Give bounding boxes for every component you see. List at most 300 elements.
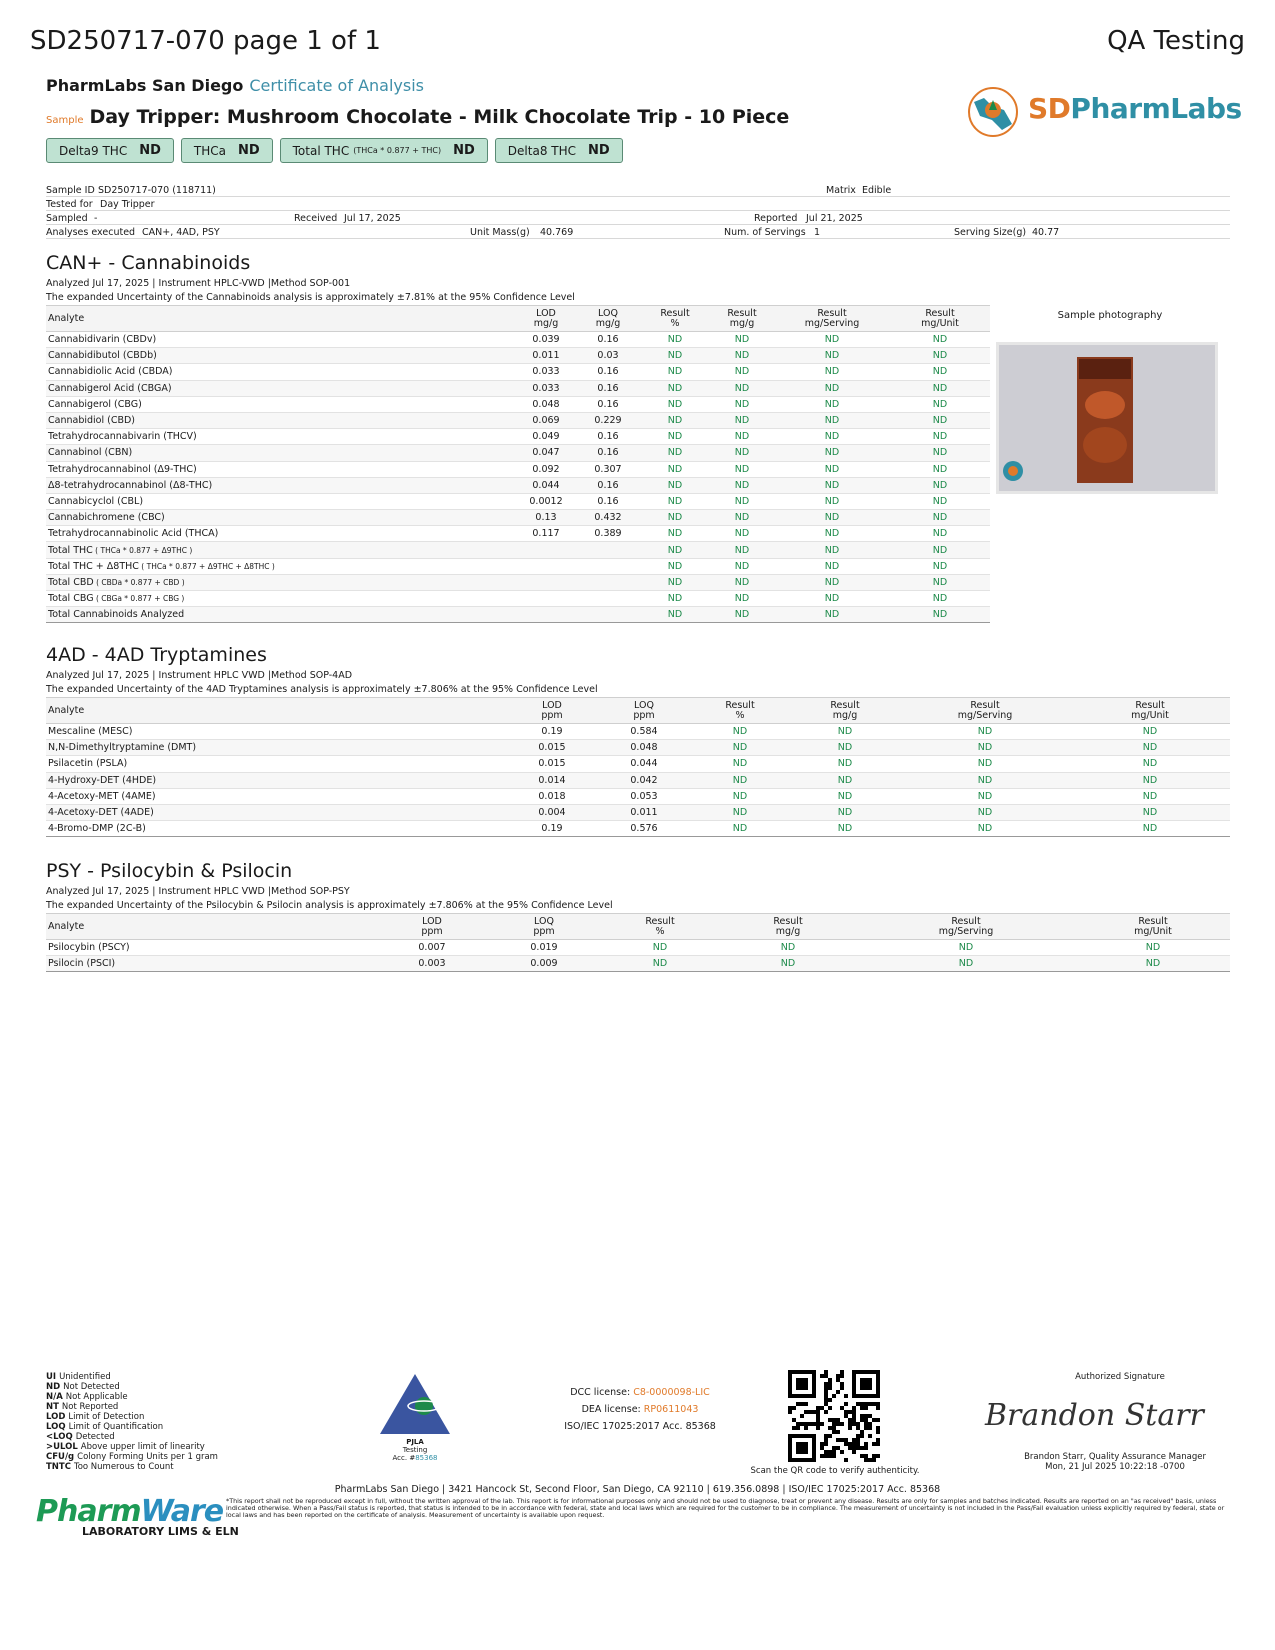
legend-item: LOD Limit of Detection	[46, 1412, 145, 1422]
lab-name: PharmLabs San Diego	[46, 76, 244, 95]
result-pct: ND	[640, 429, 710, 445]
result-unit: ND	[890, 477, 990, 493]
lod-value: 0.047	[516, 445, 576, 461]
table-row	[46, 396, 990, 412]
col-loq: LOQ ppm	[488, 914, 600, 940]
dcc-license: DCC license: C8-0000098-LIC	[570, 1387, 710, 1398]
meta-row	[46, 225, 1230, 239]
result-pct: ND	[690, 772, 790, 788]
result-serving: ND	[774, 445, 890, 461]
loq-value: 0.048	[598, 740, 690, 756]
table-row	[46, 445, 990, 461]
analyte-name: Total CBG ( CBGa * 0.877 + CBG )	[46, 591, 516, 607]
analyte-name: Total Cannabinoids Analyzed	[46, 607, 516, 623]
chocolate-package-image	[999, 345, 1215, 491]
loq-value: 0.432	[576, 510, 640, 526]
loq-value: 0.053	[598, 788, 690, 804]
lod-value: 0.004	[506, 804, 598, 820]
meta-label: Unit Mass(g)	[470, 227, 530, 238]
result-serving: ND	[774, 348, 890, 364]
result-unit: ND	[1076, 956, 1230, 972]
lod-value: 0.19	[506, 821, 598, 837]
license-block	[540, 1384, 740, 1435]
loq-value	[576, 591, 640, 607]
result-serving: ND	[856, 940, 1076, 956]
table-row	[46, 364, 990, 380]
result-pct: ND	[640, 607, 710, 623]
psy-uncertainty: The expanded Uncertainty of the Psilocybin & Psilocin analysis is approximately ±7.806% at the 95% Confidence Level	[46, 900, 613, 911]
iso-accreditation: ISO/IEC 17025:2017 Acc. 85368	[564, 1421, 716, 1432]
loq-value: 0.16	[576, 364, 640, 380]
result-mgg: ND	[710, 591, 774, 607]
result-pct: ND	[600, 940, 720, 956]
col-analyte: Analyte	[46, 698, 506, 724]
result-unit: ND	[890, 429, 990, 445]
meta-value: Jul 17, 2025	[344, 213, 401, 224]
result-mgg: ND	[790, 821, 900, 837]
result-pct: ND	[690, 756, 790, 772]
table-row	[46, 542, 990, 558]
meta-value: SD250717-070 (118711)	[98, 185, 216, 196]
result-serving: ND	[774, 364, 890, 380]
qr-caption: Scan the QR code to verify authenticity.	[750, 1466, 920, 1476]
logo-sd: SD	[1028, 92, 1071, 125]
result-pct: ND	[690, 724, 790, 740]
psilocybin-table	[46, 913, 1230, 972]
result-mgg: ND	[710, 380, 774, 396]
analyte-name: Δ8-tetrahydrocannabinol (Δ8-THC)	[46, 477, 516, 493]
can-uncertainty: The expanded Uncertainty of the Cannabinoids analysis is approximately ±7.81% at the 95% Confidence Level	[46, 292, 575, 303]
table-row	[46, 412, 990, 428]
col-result-mgg: Result mg/g	[720, 914, 856, 940]
badge-note: (THCa * 0.877 + THC)	[353, 146, 442, 155]
analyte-name: Cannabigerol (CBG)	[46, 396, 516, 412]
page-header-title: QA Testing	[1107, 26, 1245, 56]
result-pct: ND	[640, 493, 710, 509]
signature-image: Brandon Starr	[985, 1398, 1204, 1433]
meta-value: Edible	[862, 185, 892, 196]
table-row	[46, 461, 990, 477]
col-lod: LOD ppm	[506, 698, 598, 724]
meta-label: Matrix	[826, 185, 856, 196]
result-serving: ND	[774, 396, 890, 412]
analyte-name: Tetrahydrocannabinol (Δ9-THC)	[46, 461, 516, 477]
col-analyte: Analyte	[46, 306, 516, 332]
result-serving: ND	[900, 756, 1070, 772]
result-mgg: ND	[710, 412, 774, 428]
meta-row	[46, 183, 1230, 197]
col-result-mgg: Result mg/g	[790, 698, 900, 724]
table-row	[46, 804, 1230, 820]
meta-value: -	[94, 213, 98, 224]
analyte-name: Cannabigerol Acid (CBGA)	[46, 380, 516, 396]
result-mgg: ND	[710, 542, 774, 558]
doc-type: Certificate of Analysis	[249, 76, 424, 95]
disclaimer: *This report shall not be reproduced except in full, without the written approval of the lab. This report is for informational purposes only and should not be used to diagnose, treat or prevent any disease. Results are only for samples and batches indicated. Results are reported on an "as received" basis, unless indicated otherwise. When a Pass/Fail status is reported, that status is intended to be in accordance with federal, state and local laws which are required for the customer to be in compliance. The measurement of uncertainty is not included in the Pass/Fail evaluation unless explicitly required by federal, state or local laws and has been reported on the certificate of analysis. Measurement of uncertainty is available upon request.	[226, 1497, 1225, 1519]
legend-item: UI Unidentified	[46, 1372, 111, 1382]
result-unit: ND	[890, 380, 990, 396]
result-serving: ND	[774, 542, 890, 558]
lod-value	[516, 607, 576, 623]
result-unit: ND	[890, 510, 990, 526]
meta-value: 1	[814, 227, 821, 238]
table-row	[46, 348, 990, 364]
loq-value	[576, 542, 640, 558]
meta-label: Tested for	[46, 199, 93, 210]
result-mgg: ND	[710, 461, 774, 477]
sample-name: Day Tripper: Mushroom Chocolate - Milk Chocolate Trip - 10 Piece	[89, 106, 790, 128]
tryp-uncertainty: The expanded Uncertainty of the 4AD Tryptamines analysis is approximately ±7.806% at the 95% Confidence Level	[46, 684, 598, 695]
result-unit: ND	[890, 332, 990, 348]
loq-value: 0.019	[488, 940, 600, 956]
loq-value: 0.229	[576, 412, 640, 428]
cannabinoid-table	[46, 305, 990, 623]
result-unit: ND	[890, 526, 990, 542]
result-mgg: ND	[710, 477, 774, 493]
meta-label: Received	[294, 213, 338, 224]
loq-value: 0.389	[576, 526, 640, 542]
result-mgg: ND	[790, 804, 900, 820]
result-unit: ND	[890, 542, 990, 558]
psy-analyzed: Analyzed Jul 17, 2025 | Instrument HPLC VWD |Method SOP-PSY	[46, 886, 350, 897]
result-serving: ND	[900, 804, 1070, 820]
result-unit: ND	[1070, 821, 1230, 837]
badge-label: Delta8 THC	[507, 143, 576, 158]
result-unit: ND	[1070, 724, 1230, 740]
result-mgg: ND	[790, 772, 900, 788]
loq-value: 0.16	[576, 493, 640, 509]
lab-address: PharmLabs San Diego | 3421 Hancock St, Second Floor, San Diego, CA 92110 | 619.356.0898 | ISO/IEC 17025:2017 Acc. 85368	[334, 1484, 941, 1495]
meta-value: CAN+, 4AD, PSY	[142, 227, 220, 238]
result-mgg: ND	[720, 956, 856, 972]
lod-value: 0.014	[506, 772, 598, 788]
result-serving: ND	[774, 412, 890, 428]
logo-pharmlabs: PharmLabs	[1070, 92, 1242, 125]
lod-value: 0.117	[516, 526, 576, 542]
analyte-name: Total THC ( THCa * 0.877 + Δ9THC )	[46, 542, 516, 558]
result-pct: ND	[640, 558, 710, 574]
loq-value: 0.03	[576, 348, 640, 364]
pjla-badge	[378, 1372, 452, 1462]
badge-value: ND	[139, 143, 161, 158]
lod-value: 0.092	[516, 461, 576, 477]
sample-tag: Sample	[46, 115, 84, 126]
loq-value: 0.009	[488, 956, 600, 972]
table-header	[46, 914, 1230, 940]
result-pct: ND	[640, 526, 710, 542]
result-unit: ND	[890, 607, 990, 623]
lod-value: 0.048	[516, 396, 576, 412]
sample-meta	[46, 183, 1230, 239]
logo-text	[1028, 92, 1242, 125]
lod-value: 0.033	[516, 364, 576, 380]
loq-value	[576, 558, 640, 574]
pharmware-sub: LABORATORY LIMS & ELN	[82, 1525, 239, 1538]
loq-value: 0.576	[598, 821, 690, 837]
lod-value: 0.044	[516, 477, 576, 493]
lod-value	[516, 591, 576, 607]
legend-item: NT Not Reported	[46, 1402, 119, 1412]
badge-thca	[181, 138, 273, 163]
analyte-name: Psilocybin (PSCY)	[46, 940, 376, 956]
table-header	[46, 698, 1230, 724]
table-row	[46, 332, 990, 348]
analyte-name: Psilacetin (PSLA)	[46, 756, 506, 772]
analyte-name: 4-Hydroxy-DET (4HDE)	[46, 772, 506, 788]
analyte-name: Tetrahydrocannabinolic Acid (THCA)	[46, 526, 516, 542]
loq-value: 0.584	[598, 724, 690, 740]
col-result-pct: Result %	[600, 914, 720, 940]
result-serving: ND	[774, 429, 890, 445]
result-mgg: ND	[710, 396, 774, 412]
result-serving: ND	[774, 558, 890, 574]
analyte-name: 4-Acetoxy-MET (4AME)	[46, 788, 506, 804]
result-serving: ND	[774, 380, 890, 396]
result-serving: ND	[774, 477, 890, 493]
pjla-name: PJLA	[406, 1438, 424, 1446]
pharmware-wordmark: PharmWare	[36, 1494, 224, 1529]
pjla-acc: Acc. #85368	[392, 1454, 438, 1462]
sample-line	[46, 106, 789, 128]
analyte-name: 4-Bromo-DMP (2C-B)	[46, 821, 506, 837]
lod-value	[516, 574, 576, 590]
loq-value: 0.16	[576, 396, 640, 412]
legend-item: ND Not Detected	[46, 1382, 120, 1392]
meta-label: Num. of Servings	[724, 227, 806, 238]
meta-label: Serving Size(g)	[954, 227, 1027, 238]
table-header	[46, 306, 990, 332]
result-mgg: ND	[710, 332, 774, 348]
lod-value: 0.011	[516, 348, 576, 364]
col-result-serving: Result mg/Serving	[856, 914, 1076, 940]
tryptamine-table	[46, 697, 1230, 837]
badge-value: ND	[588, 143, 610, 158]
lod-value: 0.039	[516, 332, 576, 348]
col-result-serving: Result mg/Serving	[900, 698, 1070, 724]
result-unit: ND	[1070, 772, 1230, 788]
analyte-name: Cannabinol (CBN)	[46, 445, 516, 461]
loq-value: 0.307	[576, 461, 640, 477]
result-unit: ND	[890, 493, 990, 509]
result-pct: ND	[640, 396, 710, 412]
result-pct: ND	[600, 956, 720, 972]
lod-value: 0.19	[506, 724, 598, 740]
table-row	[46, 772, 1230, 788]
table-row	[46, 756, 1230, 772]
result-serving: ND	[774, 526, 890, 542]
col-analyte: Analyte	[46, 914, 376, 940]
result-mgg: ND	[710, 429, 774, 445]
analyte-name: Cannabidivarin (CBDv)	[46, 332, 516, 348]
result-unit: ND	[890, 558, 990, 574]
analyte-name: Psilocin (PSCI)	[46, 956, 376, 972]
lod-value: 0.015	[506, 756, 598, 772]
result-pct: ND	[690, 788, 790, 804]
can-analyzed: Analyzed Jul 17, 2025 | Instrument HPLC-VWD |Method SOP-001	[46, 278, 351, 289]
meta-value: 40.769	[540, 227, 574, 238]
table-row	[46, 493, 990, 509]
lod-value: 0.003	[376, 956, 488, 972]
badge-delta8	[495, 138, 623, 163]
analyte-name: Cannabicyclol (CBL)	[46, 493, 516, 509]
result-mgg: ND	[790, 756, 900, 772]
result-pct: ND	[640, 380, 710, 396]
result-mgg: ND	[710, 574, 774, 590]
result-serving: ND	[900, 788, 1070, 804]
signer-name: Brandon Starr, Quality Assurance Manager	[1024, 1452, 1206, 1462]
loq-value: 0.044	[598, 756, 690, 772]
loq-value	[576, 607, 640, 623]
analyte-name: N,N-Dimethyltryptamine (DMT)	[46, 740, 506, 756]
result-pct: ND	[640, 461, 710, 477]
sample-photo	[996, 342, 1218, 494]
meta-row	[46, 211, 1230, 225]
summary-badges	[46, 138, 623, 163]
tryp-title: 4AD - 4AD Tryptamines	[46, 644, 267, 666]
badge-total-thc	[280, 138, 488, 163]
tryp-analyzed: Analyzed Jul 17, 2025 | Instrument HPLC VWD |Method SOP-4AD	[46, 670, 353, 681]
result-pct: ND	[690, 821, 790, 837]
lod-value: 0.0012	[516, 493, 576, 509]
table-row	[46, 380, 990, 396]
analyte-name: Total CBD ( CBDa * 0.877 + CBD )	[46, 574, 516, 590]
result-pct: ND	[640, 348, 710, 364]
badge-value: ND	[237, 143, 260, 158]
psy-title: PSY - Psilocybin & Psilocin	[46, 860, 293, 882]
badge-label: THCa	[193, 143, 226, 158]
badge-value: ND	[453, 143, 475, 158]
result-mgg: ND	[710, 607, 774, 623]
lod-value: 0.033	[516, 380, 576, 396]
loq-value: 0.16	[576, 477, 640, 493]
result-unit: ND	[1076, 940, 1230, 956]
col-result-unit: Result mg/Unit	[890, 306, 990, 332]
loq-value: 0.16	[576, 332, 640, 348]
col-result-unit: Result mg/Unit	[1070, 698, 1230, 724]
legend-item: >ULOL Above upper limit of linearity	[46, 1442, 205, 1452]
result-pct: ND	[640, 477, 710, 493]
loq-value: 0.042	[598, 772, 690, 788]
signature-title: Authorized Signature	[1075, 1372, 1165, 1382]
california-globe-icon	[962, 80, 1024, 140]
col-result-unit: Result mg/Unit	[1076, 914, 1230, 940]
analyte-name: Total THC + Δ8THC ( THCa * 0.877 + Δ9THC + Δ8THC )	[46, 558, 516, 574]
result-serving: ND	[774, 574, 890, 590]
col-result-pct: Result %	[640, 306, 710, 332]
qr-code-icon[interactable]	[788, 1370, 880, 1462]
abbreviation-legend	[46, 1372, 218, 1472]
result-mgg: ND	[710, 445, 774, 461]
meta-label: Sampled	[46, 213, 88, 224]
result-unit: ND	[890, 461, 990, 477]
pharmware-logo	[36, 1494, 239, 1538]
table-row	[46, 940, 1230, 956]
result-unit: ND	[1070, 756, 1230, 772]
analyte-name: Cannabidibutol (CBDb)	[46, 348, 516, 364]
meta-value: Day Tripper	[100, 199, 155, 210]
result-pct: ND	[690, 804, 790, 820]
table-row	[46, 591, 990, 607]
loq-value	[576, 574, 640, 590]
lod-value	[516, 542, 576, 558]
result-unit: ND	[890, 591, 990, 607]
col-lod: LOD mg/g	[516, 306, 576, 332]
pjla-sub: Testing	[402, 1446, 428, 1454]
result-pct: ND	[640, 542, 710, 558]
table-row	[46, 429, 990, 445]
table-row	[46, 956, 1230, 972]
analyte-name: Cannabichromene (CBC)	[46, 510, 516, 526]
meta-label: Analyses executed	[46, 227, 136, 238]
result-pct: ND	[690, 740, 790, 756]
analyte-name: Tetrahydrocannabivarin (THCV)	[46, 429, 516, 445]
result-pct: ND	[640, 364, 710, 380]
result-mgg: ND	[790, 740, 900, 756]
result-mgg: ND	[720, 940, 856, 956]
col-loq: LOQ ppm	[598, 698, 690, 724]
lod-value: 0.007	[376, 940, 488, 956]
loq-value: 0.011	[598, 804, 690, 820]
badge-label: Total THC	[292, 143, 350, 158]
result-serving: ND	[774, 493, 890, 509]
result-unit: ND	[890, 364, 990, 380]
result-mgg: ND	[710, 526, 774, 542]
lod-value: 0.049	[516, 429, 576, 445]
col-lod: LOD ppm	[376, 914, 488, 940]
result-serving: ND	[900, 772, 1070, 788]
meta-value: Jul 21, 2025	[806, 213, 863, 224]
col-loq: LOQ mg/g	[576, 306, 640, 332]
legend-item: LOQ Limit of Quantification	[46, 1422, 164, 1432]
result-pct: ND	[640, 412, 710, 428]
sdpharmlabs-logo	[962, 80, 1242, 140]
result-pct: ND	[640, 574, 710, 590]
result-serving: ND	[900, 821, 1070, 837]
table-row	[46, 724, 1230, 740]
col-result-mgg: Result mg/g	[710, 306, 774, 332]
pjla-triangle-icon	[378, 1372, 452, 1436]
result-serving: ND	[774, 607, 890, 623]
table-row	[46, 574, 990, 590]
result-unit: ND	[1070, 788, 1230, 804]
result-serving: ND	[774, 591, 890, 607]
meta-value: 40.77	[1032, 227, 1060, 238]
meta-row	[46, 197, 1230, 211]
lod-value: 0.13	[516, 510, 576, 526]
result-unit: ND	[890, 348, 990, 364]
result-serving: ND	[774, 461, 890, 477]
result-unit: ND	[1070, 740, 1230, 756]
table-row	[46, 821, 1230, 837]
result-mgg: ND	[790, 724, 900, 740]
lod-value: 0.015	[506, 740, 598, 756]
loq-value: 0.16	[576, 445, 640, 461]
table-row	[46, 788, 1230, 804]
analyte-name: Cannabidiol (CBD)	[46, 412, 516, 428]
legend-item: N/A Not Applicable	[46, 1392, 128, 1402]
loq-value: 0.16	[576, 380, 640, 396]
col-result-pct: Result %	[690, 698, 790, 724]
table-row	[46, 477, 990, 493]
result-serving: ND	[774, 510, 890, 526]
legend-item: CFU/g Colony Forming Units per 1 gram	[46, 1452, 218, 1462]
result-mgg: ND	[710, 348, 774, 364]
legend-item: TNTC Too Numerous to Count	[46, 1462, 174, 1472]
table-row	[46, 526, 990, 542]
result-serving: ND	[900, 724, 1070, 740]
signature-info	[980, 1452, 1250, 1472]
lod-value: 0.069	[516, 412, 576, 428]
